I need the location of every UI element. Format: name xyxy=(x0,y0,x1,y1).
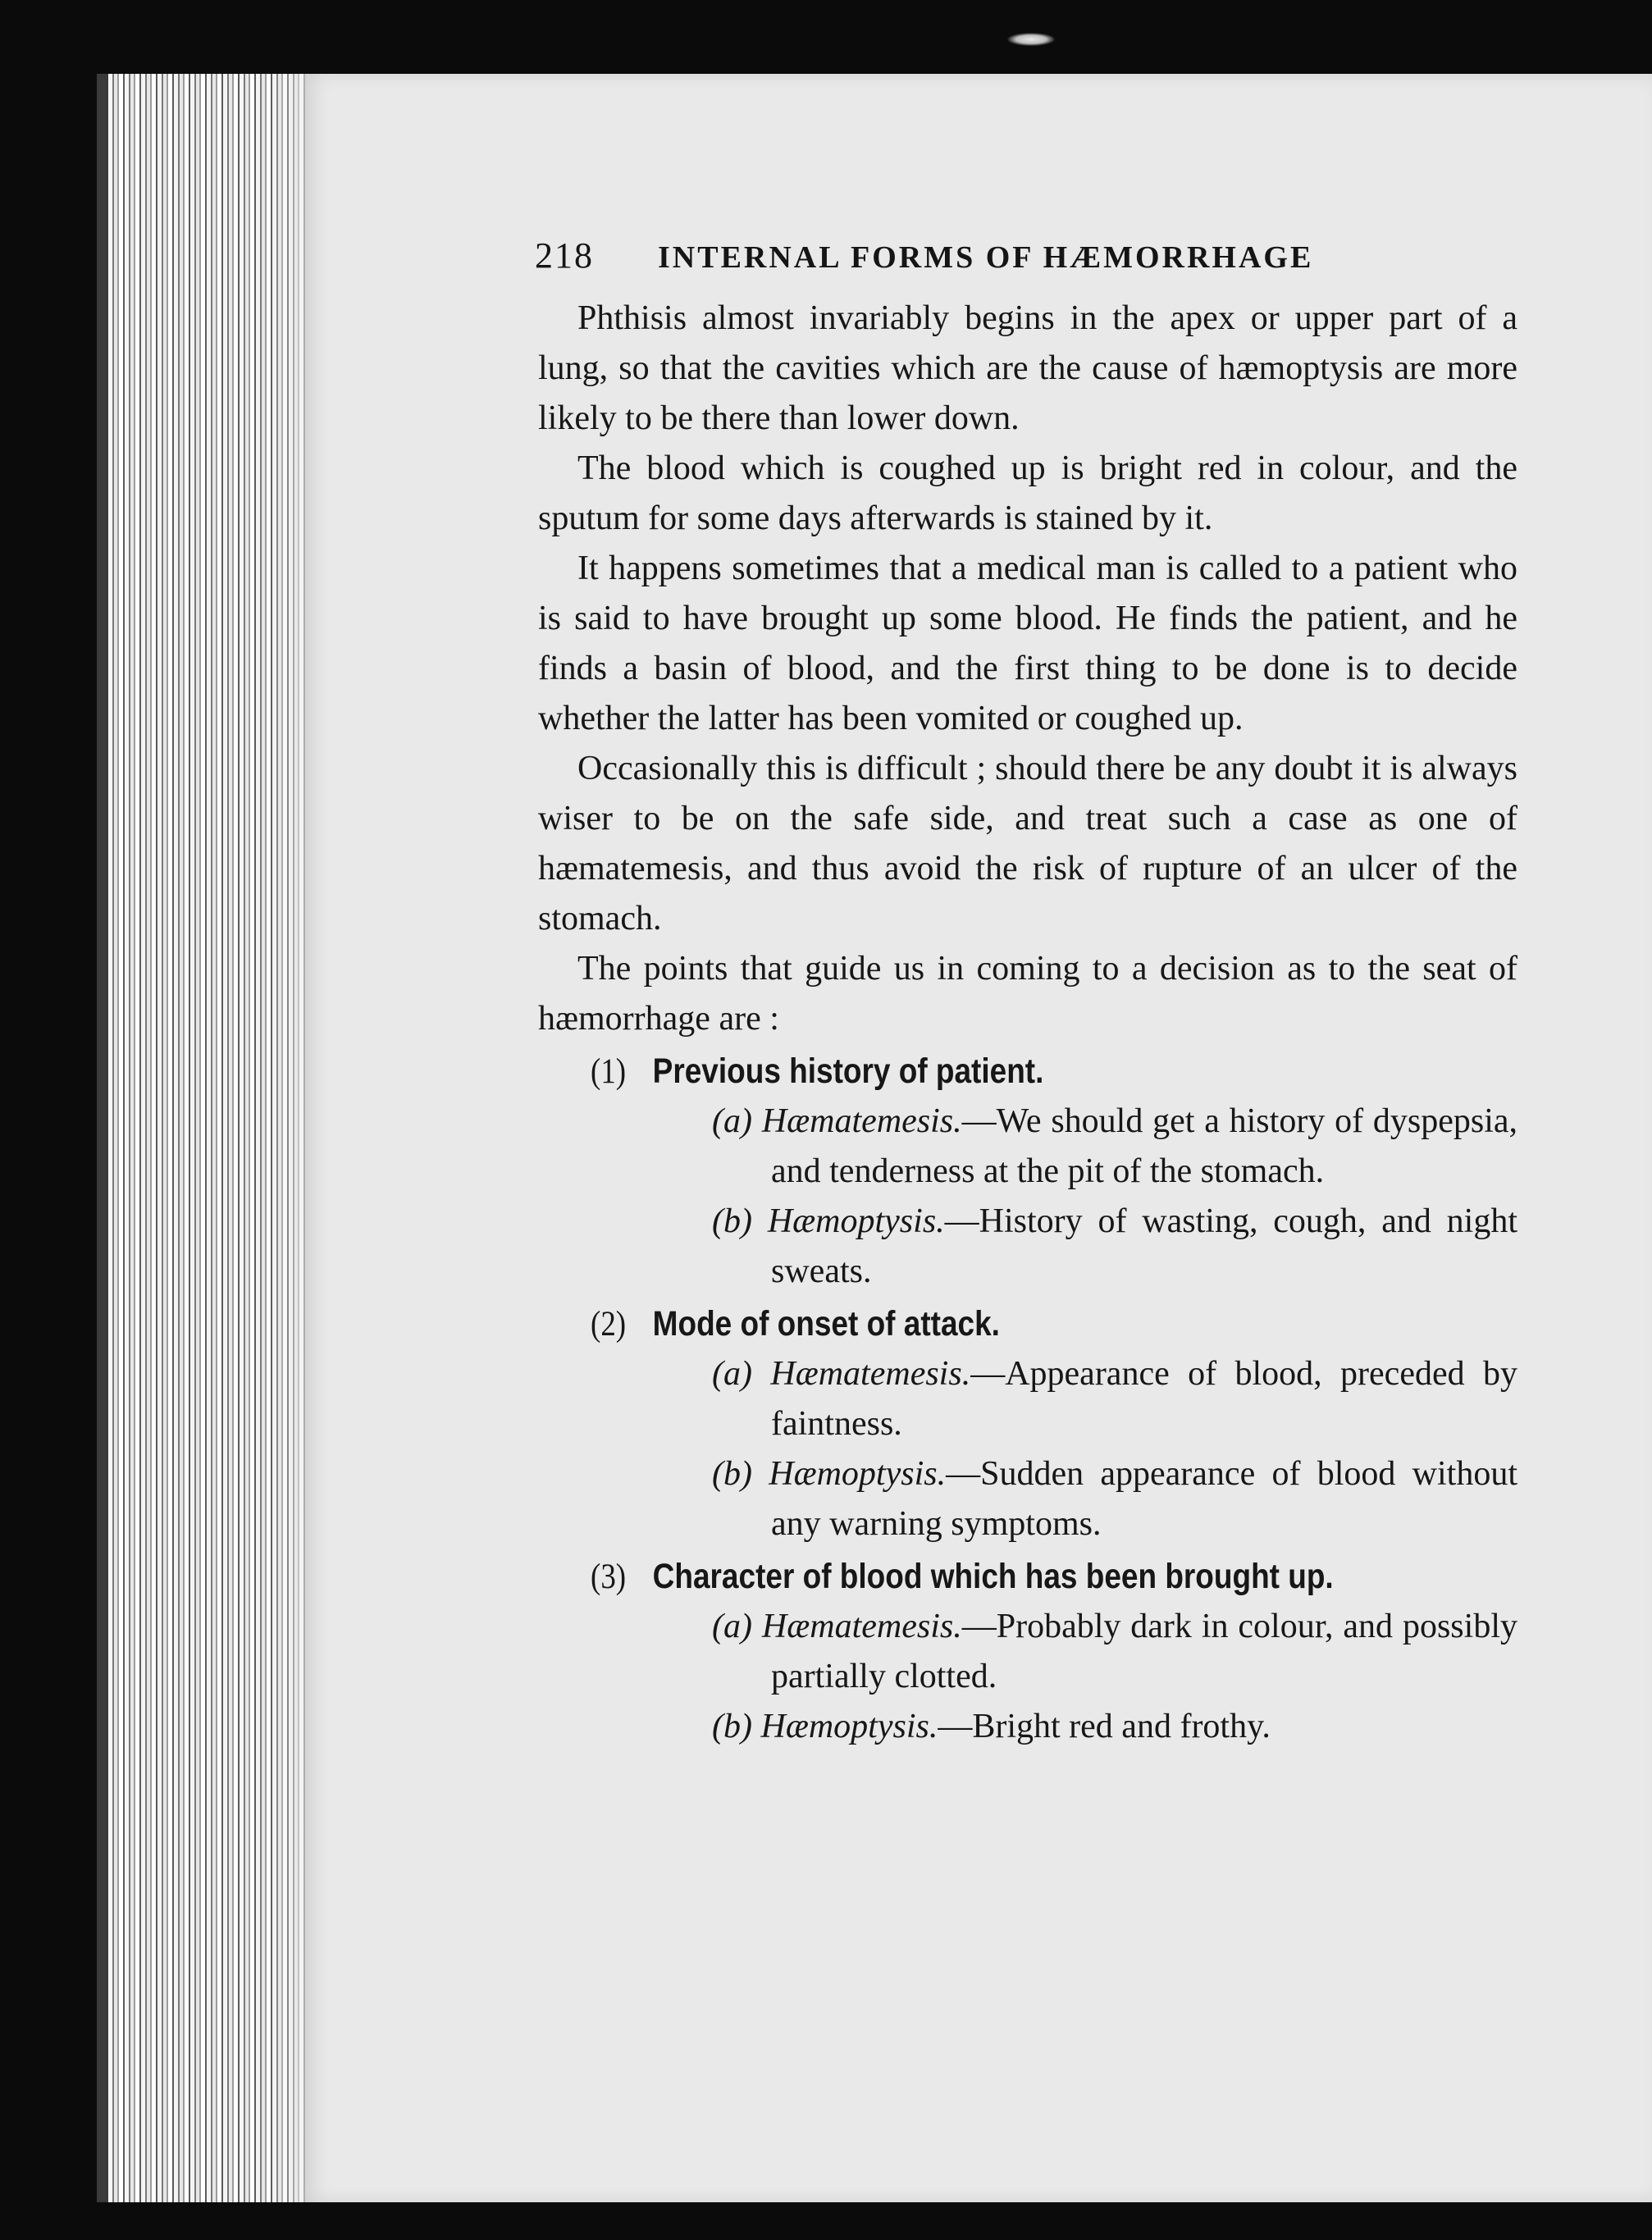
item-letter: (b) xyxy=(712,1202,752,1240)
item-term: Hæmoptysis. xyxy=(769,1455,947,1493)
running-title: INTERNAL FORMS OF HÆMORRHAGE xyxy=(658,240,1314,275)
point-1-title: Previous history of patient. xyxy=(652,1052,1044,1091)
body-text xyxy=(538,294,1517,1752)
item-text: —History of wasting, cough, and night sweats. xyxy=(771,1202,1518,1290)
point-3-title: Character of blood which has been brought up. xyxy=(652,1557,1334,1596)
item-text: —Bright red and frothy. xyxy=(938,1708,1271,1745)
point-2-title: Mode of onset of attack. xyxy=(652,1304,1000,1344)
item-term: Hæmatemesis. xyxy=(770,1355,971,1393)
point-3-number: (3) xyxy=(591,1558,627,1596)
scan-artifact-mark xyxy=(1007,33,1055,46)
page-number: 218 xyxy=(535,235,594,276)
book-page-edges xyxy=(97,74,328,2202)
item-text: —Sudden appearance of blood without any warning symptoms. xyxy=(771,1455,1517,1543)
item-letter: (a) xyxy=(712,1102,752,1140)
paragraph-medical-man-called: It happens sometimes that a medical man is called to a patient who is said to have brought up some blood. He finds the patient, and he finds a basin of blood, and the first thing to be done is to decide whether the latter has been vomited or coughed up. xyxy=(538,550,1517,737)
item-term: Hæmoptysis. xyxy=(760,1708,938,1745)
point-1-number: (1) xyxy=(591,1052,627,1091)
point-3-item-b xyxy=(712,1702,1517,1752)
item-term: Hæmatemesis. xyxy=(761,1102,962,1140)
item-term: Hæmatemesis. xyxy=(761,1608,962,1645)
item-letter: (b) xyxy=(712,1708,752,1745)
item-letter: (a) xyxy=(712,1355,752,1393)
point-1-item-a xyxy=(712,1097,1517,1197)
paragraph-blood-coughed-up: The blood which is coughed up is bright red in colour, and the sputum for some days afterwards is stained by it. xyxy=(538,449,1517,537)
point-1-item-b xyxy=(712,1197,1517,1297)
paragraph-phthisis-apex: Phthisis almost invariably begins in the apex or upper part of a lung, so that the cavities which are the cause of hæmoptysis are more likely to be there than lower down. xyxy=(538,299,1517,437)
paragraph-occasionally-difficult: Occasionally this is difficult ; should there be any doubt it is always wiser to be on the safe side, and treat such a case as one of hæmatemesis, and thus avoid the risk of rupture of an ulcer of the stomach. xyxy=(538,750,1517,938)
item-text: —We should get a history of dyspepsia, and tenderness at the pit of the stomach. xyxy=(771,1102,1518,1190)
item-term: Hæmoptysis. xyxy=(767,1202,945,1240)
point-3-heading xyxy=(591,1552,1388,1602)
point-2-item-a xyxy=(712,1349,1517,1449)
item-letter: (a) xyxy=(712,1608,752,1645)
point-3-item-a xyxy=(712,1602,1517,1702)
paragraph-guiding-points: The points that guide us in coming to a decision as to the seat of hæmorrhage are : xyxy=(538,950,1517,1038)
point-2-number: (2) xyxy=(591,1305,627,1344)
item-text: —Appearance of blood, preceded by faintness. xyxy=(771,1355,1517,1443)
item-letter: (b) xyxy=(712,1455,752,1493)
point-2-item-b xyxy=(712,1449,1517,1549)
point-1-heading xyxy=(591,1047,1388,1097)
item-text: —Probably dark in colour, and possibly partially clotted. xyxy=(771,1608,1517,1695)
running-header xyxy=(535,231,1453,281)
point-2-heading xyxy=(591,1299,1388,1349)
